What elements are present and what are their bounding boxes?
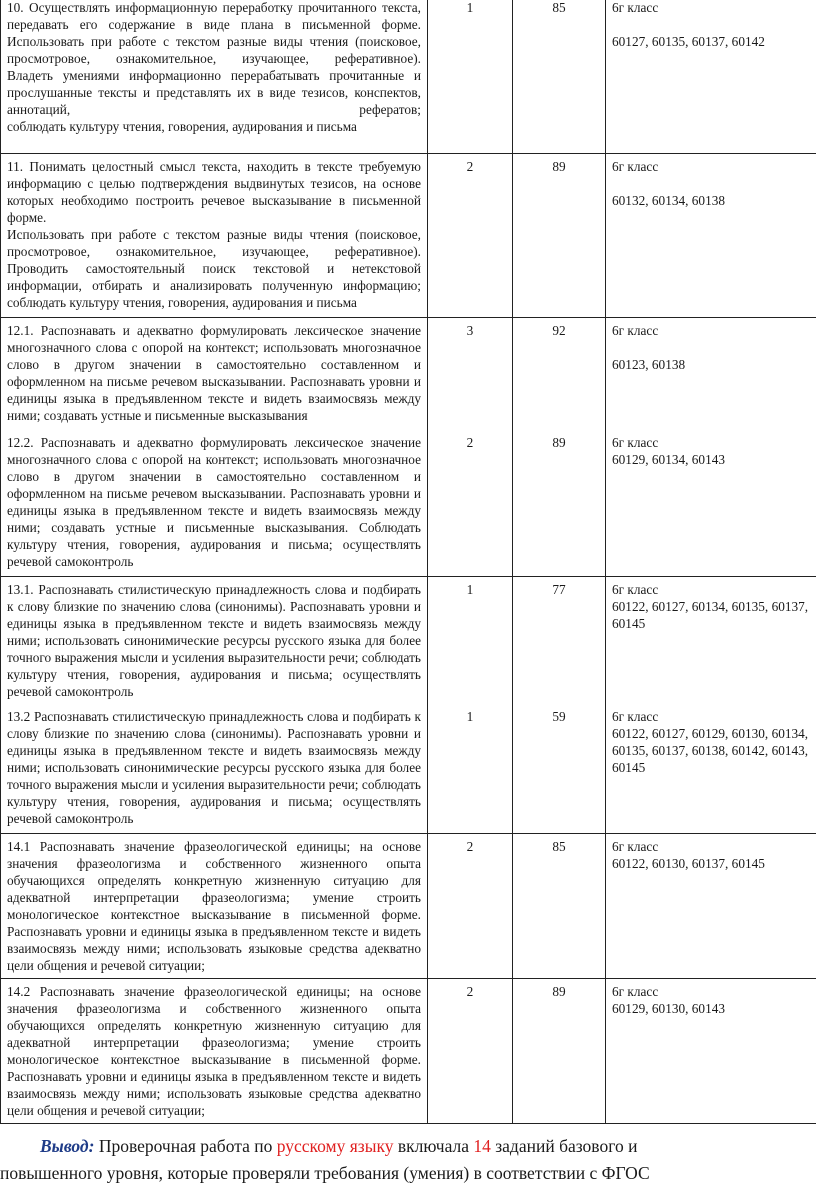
class-label: 6г класс: [612, 839, 659, 854]
student-ids: 60123, 60138: [612, 357, 686, 372]
class-cell: [606, 577, 816, 705]
class-cell: [606, 979, 816, 1124]
score-cell: 2: [428, 430, 513, 577]
class-label: 6г класс: [612, 984, 659, 999]
conclusion-text: включала: [393, 1136, 474, 1156]
requirement-text: Владеть умениями информационно перерабатывать прочитанные и прослушанные тексты и представлять их в виде тезисов, конспектов, аннотаций, рефератов;: [7, 68, 421, 117]
class-cell: [606, 834, 816, 979]
requirement-cell: [1, 0, 428, 154]
requirement-text: 10. Осуществлять информационную переработку прочитанного текста, передавать его содержание в виде плана в письменной форме.: [7, 0, 421, 32]
requirement-cell: [1, 979, 428, 1124]
percent-cell: 89: [513, 430, 606, 577]
requirement-cell: [1, 577, 428, 705]
class-cell: [606, 154, 816, 318]
percent-cell: 85: [513, 834, 606, 979]
class-cell: [606, 318, 816, 431]
class-label: 6г класс: [612, 582, 659, 597]
class-label: 6г класс: [612, 709, 659, 724]
percent-cell: 77: [513, 577, 606, 705]
requirement-text: 13.1. Распознавать стилистическую принадлежность слова и подбирать к слову близкие по значению слова (синонимы). Распознавать уровни и единицы языка в предъявленном тексте и видеть взаимосвязь между ними; использовать синонимические ресурсы русского языка для более точного выражения мысли и усиления выразительности речи; соблюдать культуру чтения, говорения, аудирования и письма; осуществлять речевой самоконтроль: [7, 582, 421, 699]
class-label: 6г класс: [612, 323, 659, 338]
requirement-text: Проводить самостоятельный поиск текстовой и нетекстовой информации, отбирать и анализировать полученную информацию; соблюдать культуру чтения, говорения, аудирования и письма: [7, 261, 421, 310]
score-cell: 3: [428, 318, 513, 431]
class-cell: [606, 430, 816, 577]
conclusion-label: Вывод:: [40, 1136, 95, 1156]
score-cell: 1: [428, 704, 513, 834]
percent-cell: 92: [513, 318, 606, 431]
class-label: 6г класс: [612, 435, 659, 450]
table-row: [1, 577, 816, 705]
table-row: [1, 834, 816, 979]
requirement-text: Использовать при работе с текстом разные виды чтения (поисковое, просмотровое, ознакомительное, изучающее, реферативное).: [7, 227, 421, 259]
conclusion-text: Проверочная работа по: [94, 1136, 277, 1156]
table-row: [1, 704, 816, 834]
requirement-cell: [1, 430, 428, 577]
student-ids: 60129, 60130, 60143: [612, 1001, 726, 1016]
table-row: [1, 430, 816, 577]
class-cell: [606, 704, 816, 834]
score-cell: 1: [428, 577, 513, 705]
student-ids: 60132, 60134, 60138: [612, 193, 726, 208]
student-ids: 60122, 60127, 60134, 60135, 60137, 60145: [612, 599, 809, 631]
student-ids: 60122, 60127, 60129, 60130, 60134, 60135, 60137, 60138, 60142, 60143, 60145: [612, 726, 809, 775]
table-row: [1, 0, 816, 154]
conclusion-text: заданий базового и: [490, 1136, 638, 1156]
requirement-cell: [1, 704, 428, 834]
class-label: 6г класс: [612, 159, 659, 174]
task-count: 14: [473, 1136, 491, 1156]
score-cell: 2: [428, 834, 513, 979]
requirement-text: Использовать при работе с текстом разные виды чтения (поисковое, просмотровое, ознакомительное, изучающее, реферативное).: [7, 34, 421, 66]
requirement-text: 14.2 Распознавать значение фразеологической единицы; на основе значения фразеологизма и собственного жизненного опыта обучающихся определять конкретную жизненную ситуацию для адекватной интерпретации фразеологизма; умение строить монологическое контекстное высказывание в письменной форме. Распознавать уровни и единицы языка в предъявленном тексте и видеть взаимосвязь между ними; использовать языковые средства адекватно цели общения и речевой ситуации;: [7, 984, 421, 1118]
conclusion-paragraph: [0, 1133, 816, 1187]
conclusion-line-2: повышенного уровня, которые проверяли требования (умения) в соответствии с ФГОС: [0, 1163, 650, 1183]
subject-name: русскому языку: [276, 1136, 394, 1156]
table-row: [1, 979, 816, 1124]
student-ids: 60127, 60135, 60137, 60142: [612, 34, 765, 49]
table-row: [1, 318, 816, 431]
score-cell: 2: [428, 979, 513, 1124]
requirement-text: соблюдать культуру чтения, говорения, аудирования и письма: [7, 119, 357, 134]
requirement-text: 14.1 Распознавать значение фразеологической единицы; на основе значения фразеологизма и собственного жизненного опыта обучающихся определять конкретную жизненную ситуацию для адекватной интерпретации фразеологизма; умение строить монологическое контекстное высказывание в письменной форме. Распознавать уровни и единицы языка в предъявленном тексте и видеть взаимосвязь между ними; использовать языковые средства адекватно цели общения и речевой ситуации;: [7, 839, 421, 973]
requirement-cell: [1, 154, 428, 318]
requirement-text: 13.2 Распознавать стилистическую принадлежность слова и подбирать к слову близкие по значению слова (синонимы). Распознавать уровни и единицы языка в предъявленном тексте и видеть взаимосвязь между ними; использовать синонимические ресурсы русского языка для более точного выражения мысли и усиления выразительности речи; соблюдать культуру чтения, говорения, аудирования и письма; осуществлять речевой самоконтроль: [7, 709, 421, 826]
requirement-cell: [1, 318, 428, 431]
percent-cell: 89: [513, 154, 606, 318]
percent-cell: 89: [513, 979, 606, 1124]
student-ids: 60129, 60134, 60143: [612, 452, 726, 467]
table-row: [1, 154, 816, 318]
requirement-cell: [1, 834, 428, 979]
score-cell: 2: [428, 154, 513, 318]
conclusion-line-1: [40, 1133, 816, 1160]
percent-cell: 85: [513, 0, 606, 154]
score-cell: 1: [428, 0, 513, 154]
requirement-text: 12.1. Распознавать и адекватно формулировать лексическое значение многозначного слова с опорой на контекст; использовать многозначное слово в другом значении в самостоятельно составленном и оформленном на письме речевом высказывании. Распознавать уровни и единицы языка в предъявленном тексте и видеть взаимосвязь между ними; создавать устные и письменные высказывания: [7, 323, 421, 423]
requirement-text: 11. Понимать целостный смысл текста, находить в тексте требуемую информацию с целью подтверждения выдвинутых тезисов, на основе которых необходимо построить речевое высказывание в письменной форме.: [7, 159, 421, 225]
requirement-text: 12.2. Распознавать и адекватно формулировать лексическое значение многозначного слова с опорой на контекст; использовать многозначное слово в другом значении в самостоятельно составленном и оформленном на письме речевом высказывании. Распознавать уровни и единицы языка в предъявленном тексте и видеть взаимосвязь между ними; создавать устные и письменные высказывания. Соблюдать культуру чтения, говорения, аудирования и письма; осуществлять речевой самоконтроль: [7, 435, 421, 569]
student-ids: 60122, 60130, 60137, 60145: [612, 856, 765, 871]
class-cell: [606, 0, 816, 154]
percent-cell: 59: [513, 704, 606, 834]
class-label: 6г класс: [612, 0, 659, 15]
